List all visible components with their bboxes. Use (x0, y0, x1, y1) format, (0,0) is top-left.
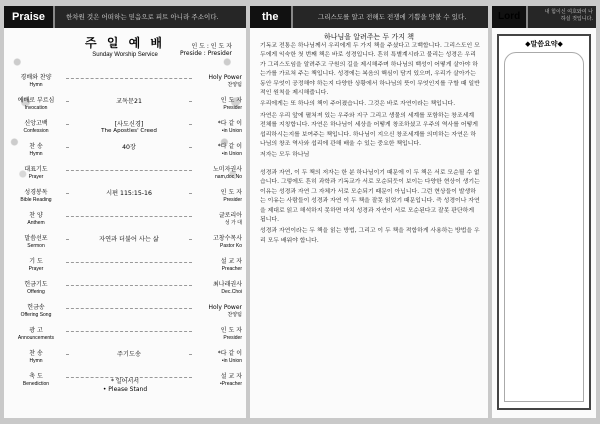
service-leader-ko: 인 도 : 인 도 자 (191, 43, 232, 50)
sermon-paragraph: 우리에게는 또 하나의 책이 주어졌습니다. 그것은 바로 자연이라는 책입니다. (260, 101, 456, 108)
worship-item: 축 도 Benediction 설 교 자 •Preacher (8, 371, 242, 394)
stand-note-en: • Please Stand (102, 386, 148, 393)
worship-order-panel (4, 6, 246, 418)
item-name: 찬 송 (29, 350, 43, 357)
lord-notice: 내 힘이신 여호와여 나 하실 것입니다. (544, 9, 593, 22)
praise-header (4, 6, 246, 28)
worship-item: 신앙고백 Confession [사도신경] The Apostles' Creed *다 같 이 •in Union (8, 118, 242, 141)
summary-notes-area[interactable] (504, 52, 584, 402)
service-subtitle: Sunday Worship Service (92, 52, 158, 58)
summary-panel (492, 6, 596, 418)
item-name: 말씀선포 (24, 235, 48, 242)
worship-item: 예배로 부르심 Invocation 교독문21 인 도 자 Presider (8, 95, 242, 118)
item-name: 광 고 (29, 327, 43, 334)
item-name-en: Hymn (29, 81, 43, 88)
sermon-summary-frame (497, 34, 591, 410)
item-content: 시편 115:15-16 (106, 190, 152, 197)
sermon-paragraph: 자연은 우리 앞에 펼쳐져 있는 우주와 지구 그리고 생물의 세계를 포함하는 창조세계 전체를 지칭합니다. 자연은 하나님이 세상을 어떻게 창조하셨고 우주의 역사를 어떻게 섭리하시는지를 보여주는 책입니다. 하나님이 지으신 창조세계를 의미하는 자연은 하나님의 창조 역사와 섭리에 관해 배울 수 있는 중요한 책입니다. (260, 112, 478, 148)
item-content: 교독문21 (116, 98, 142, 105)
item-name: 대표기도 (24, 166, 48, 173)
item-leader: *다 같 이 (217, 143, 242, 150)
item-name: 예배로 부르심 (17, 97, 55, 104)
worship-item: 대표기도 Prayer 노미자권사 nam,doc,No (8, 164, 242, 187)
item-content: 40장 (122, 144, 136, 151)
item-name: 헌금송 (27, 304, 45, 311)
stand-note (4, 378, 246, 394)
sermon-paragraph: 성경과 자연이라는 두 책을 읽는 방법, 그리고 이 두 책을 적합하게 사용하는 방법을 우리 모두 배워야 합니다. (260, 228, 480, 244)
worship-item: 말씀선포 Sermon 자연과 더불어 사는 삶 고창수목사 Pastor Ko (8, 233, 242, 256)
item-leader: 인 도 자 (220, 189, 242, 196)
item-leader: 인 도 자 (220, 327, 242, 334)
item-name: 기 도 (29, 258, 43, 265)
item-leader: 고창수목사 (213, 235, 242, 242)
sermon-paragraph: 성경과 자연, 이 두 책의 저자는 한 분 하나님이기 때문에 이 두 책은 서로 모순될 수 없습니다. 그렇에도 흔히 과학과 기독교가 서로 모순되듯이 보이는 다양한 현상이 생기는 이유는 성경과 자연 그 자체가 서로 모순되기 때문이 아닙니다. 그런 현상들이 발생하는 이유는 사람들이 성경과 자연 이 두 책을 잘못 읽었기 때문입니다. 즉 성경이나 자연을 제대로 읽고 해석하지 못하면 마치 성경과 자연이 서로 모순된다고 잘못 판단하게 됩니다. (260, 169, 480, 223)
worship-item: 기 도 Prayer 설 교 자 Preacher (8, 256, 242, 279)
item-content: 자연과 더불어 사는 삶 (99, 236, 159, 243)
lord-header (492, 6, 596, 28)
sermon-subheading: 저자는 모두 하나님 (260, 152, 310, 159)
item-leader: *다 같 이 (217, 350, 242, 357)
item-leader: 최나래권사 (213, 281, 242, 288)
the-notice: 그리스도를 알고 전해도 전쟁에 기쁨을 맛볼 수 있다. (318, 13, 467, 21)
item-leader: 설 교 자 (220, 373, 242, 380)
the-header (250, 6, 488, 28)
item-leader: 인 도 자 (220, 97, 242, 104)
worship-order-list (8, 72, 242, 394)
item-leader: 글로리아 (218, 212, 242, 219)
item-name: 헌금기도 (24, 281, 48, 288)
worship-item: 찬 양 Anthem 글로리아 성 가 대 (8, 210, 242, 233)
worship-item: 광 고 Announcements 인 도 자 Presider (8, 325, 242, 348)
item-leader: *다 같 이 (217, 120, 242, 127)
item-name: 축 도 (29, 373, 43, 380)
item-name: 성경봉독 (24, 189, 48, 196)
praise-notice: 한차원 것은 어떠하는 믿음으로 피트 아니라 주소이다. (66, 13, 219, 21)
item-name: 찬 양 (29, 212, 43, 219)
item-leader: 노미자권사 (213, 166, 242, 173)
sermon-title: 하나님을 알려주는 두 가지 책 (323, 33, 415, 41)
the-tag: the (250, 6, 293, 28)
worship-item: 성경봉독 Bible Reading 시편 115:15-16 인 도 자 Presider (8, 187, 242, 210)
item-content: 주기도송 (117, 351, 141, 358)
sermon-text (260, 42, 480, 248)
service-leader (180, 43, 232, 57)
worship-item: 헌금기도 Offering 최나래권사 Dec.Choi (8, 279, 242, 302)
sermon-panel (250, 6, 488, 418)
worship-item: 헌금송 Offering Song Holy Power 찬양팀 (8, 302, 242, 325)
service-title: 주 일 예 배 (85, 36, 165, 50)
item-name: 경배와 찬양 (20, 74, 52, 81)
item-leader: 설 교 자 (220, 258, 242, 265)
stand-note-ko: * 일어서서 (110, 378, 140, 385)
worship-item: 찬 송 Hymn 40장 *다 같 이 •in Union (8, 141, 242, 164)
service-leader-en: Preside : Presider (180, 50, 232, 57)
worship-item: 찬 송 Hymn 주기도송 *다 같 이 •in Union (8, 348, 242, 371)
item-name: 신앙고백 (24, 120, 48, 127)
sermon-paragraph: 기독교 전통은 하나님께서 우리에게 두 가지 책을 주셨다고 고백합니다. 그리스도인 모두에게 익숙한 첫 번째 책은 바로 성경입니다. 흔히 특별계시라고 불리는 성경은 우리가 그리스도임을 알려주고 구원의 길을 제시해주며 하나님의 백성이 어떻게 살아야 하는가를 가르쳐 주는 책입니다. 성경에는 복음의 핵심이 담겨 있으며, 우리가 살아가는 동안 무엇이 공정해야 하는지 다양한 상황에서 하나님의 뜻이 무엇인지를 구할 때 일반적인 원칙을 제시해줍니다. (260, 43, 480, 97)
item-leader: Holy Power (208, 74, 242, 81)
item-name: 찬 송 (29, 143, 43, 150)
item-leader: Holy Power (208, 304, 242, 311)
summary-title: ◆말씀요약◆ (525, 40, 563, 48)
praise-tag: Praise (4, 6, 55, 28)
item-content: [사도신경] (114, 121, 144, 128)
lord-tag: Lord (492, 6, 528, 28)
worship-item: 경배와 찬양 Hymn Holy Power 찬양팀 (8, 72, 242, 95)
